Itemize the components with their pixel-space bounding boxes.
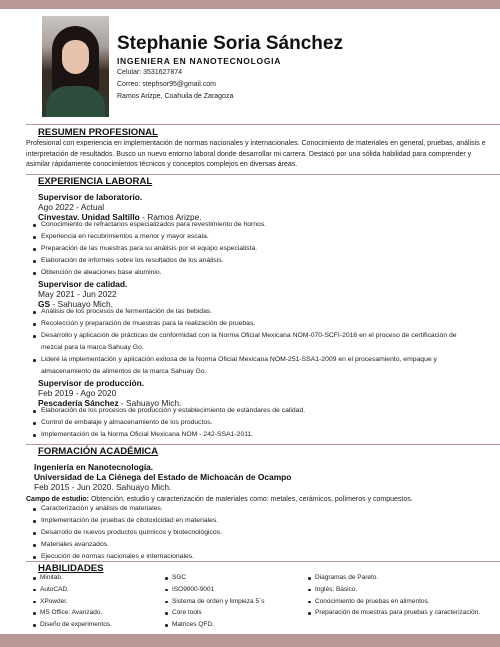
education-bullets [32,503,472,563]
list-item: Caracterización y análisis de materiales. [32,503,472,515]
list-item: Control de embalaje y almacenamiento de los productos. [32,417,472,429]
summary-text: Profesional con experiencia en implementación de normas nacionales y internacionales. Conocimiento de materiales en general, pruebas, análisis e interpretación de resultados. Busco un nuevo entorno laboral donde desarrollar mi carrera. Destacó por una sólida habilidad para comprender y asimilar rápidamente conocimientos técnicos y conceptos complejos en diversas áreas. [26,140,486,168]
divider [26,124,500,125]
job-bullets [32,306,472,378]
list-item: Implementación de la Norma Oficial Mexicana NOM - 242-SSA1-2011. [32,429,472,441]
email: Correo: stephsor95@gmail.com [117,81,216,88]
list-item: Diagramas de Pareto. [307,572,487,584]
experience-heading: EXPERIENCIA LABORAL [38,176,153,187]
job-dates: May 2021 - Jun 2022 [38,289,117,299]
job-dates: Ago 2022 - Actual [38,202,105,212]
job-dates: Feb 2019 - Ago 2020 [38,388,117,398]
skills-column-3 [307,572,487,619]
list-item: MS Office: Avanzado. [32,607,162,619]
divider [26,174,500,175]
job-org: Pescadería Sánchez - Sahuayo Mich. [38,398,182,408]
list-item: Preparación de muestras para pruebas y caracterización. [307,607,482,619]
degree: Ingeniería en Nanotecnología. [34,462,154,472]
list-item: Análisis de los procesos de fermentación de las bebidas. [32,306,472,318]
list-item: Obtención de aleaciones base aluminio. [32,267,472,279]
list-item: SGC [164,572,304,584]
list-item: Conocimiento de pruebas en alimentos. [307,596,487,608]
list-item: ISO9000-9001 [164,584,304,596]
location: Ramos Arizpe, Coahuila de Zaragoza [117,93,234,100]
list-item: Elaboración de los procesos de producción y establecimiento de estándares de calidad. [32,405,472,417]
job-bullets [32,219,472,279]
list-item: Materiales avanzados. [32,539,472,551]
divider [26,444,500,445]
list-item: Conocimiento de refractarios especializados para revestimiento de hornos. [32,219,472,231]
skills-column-2 [164,572,304,631]
candidate-role: INGENIERA EN NANOTECNOLOGIA [117,56,282,66]
job-bullets [32,405,472,441]
list-item: Experiencia en recubrimientos a menor y mayor escala. [32,231,472,243]
education-dates: Feb 2015 - Jun 2020. Sahuayo Mich. [34,482,172,492]
list-item: Desarrollo de nuevos productos químicos y biotecnológicos. [32,527,472,539]
list-item: Ejecución de normas nacionales e internacionales. [32,551,472,563]
bottom-accent-bar [0,634,500,647]
top-accent-bar [0,0,500,9]
education-heading: FORMACIÓN ACADÉMICA [38,446,159,457]
list-item: Implementación de pruebas de citotoxicidad en materiales. [32,515,472,527]
field-of-study: Campo de estudio: Obtención, estudio y caracterización de materiales como: metales, cerámicos, polímeros y compuestos. [26,496,413,503]
list-item: Elaboración de informes sobre los resultados de los análisis. [32,255,472,267]
job-title: Supervisor de laboratorio. [38,192,143,202]
list-item: Diseño de experimentos. [32,619,162,631]
candidate-name: Stephanie Soria Sánchez [117,33,343,54]
job-title: Supervisor de calidad. [38,279,128,289]
skills-heading: HABILIDADES [38,563,104,574]
list-item: Preparación de las muestras para su análisis por el equipo especialista. [32,243,472,255]
school: Universidad de La Ciénega del Estado de Michoacán de Ocampo [34,472,292,482]
list-item: XPowder. [32,596,162,608]
profile-photo [42,16,109,117]
summary-heading: RESUMEN PROFESIONAL [38,127,158,138]
list-item: Matrices QFD. [164,619,304,631]
list-item: Minitab. [32,572,162,584]
list-item: Desarrollo y aplicación de prácticas de conformidad con la Norma Oficial Mexicana NOM-070-SCFI-2016 en el proceso de certificación de mezcal para la marca Sahuay Go. [32,330,472,354]
job-org: GS - Sahuayo Mich. [38,299,113,309]
job-title: Supervisor de producción. [38,378,145,388]
list-item: AutoCAD. [32,584,162,596]
list-item: Core tools [164,607,304,619]
list-item: Lideré la implementación y aplicación exitosa de la Norma Oficial Mexicana NOM-251-SSA1-2009 en el procesamiento, empaque y almacenamiento de alimentos de la marca Sahuay Go. [32,354,472,378]
list-item: Recolección y preparación de muestras para la realización de pruebas. [32,318,472,330]
job-org: Cinvestav. Unidad Saltillo - Ramos Arizpe. [38,212,202,222]
phone: Celular: 3531627874 [117,69,182,76]
list-item: Sistema de orden y limpieza 5´s [164,596,304,608]
skills-column-1 [32,572,162,631]
list-item: Inglés: Básico. [307,584,487,596]
divider [26,561,500,562]
